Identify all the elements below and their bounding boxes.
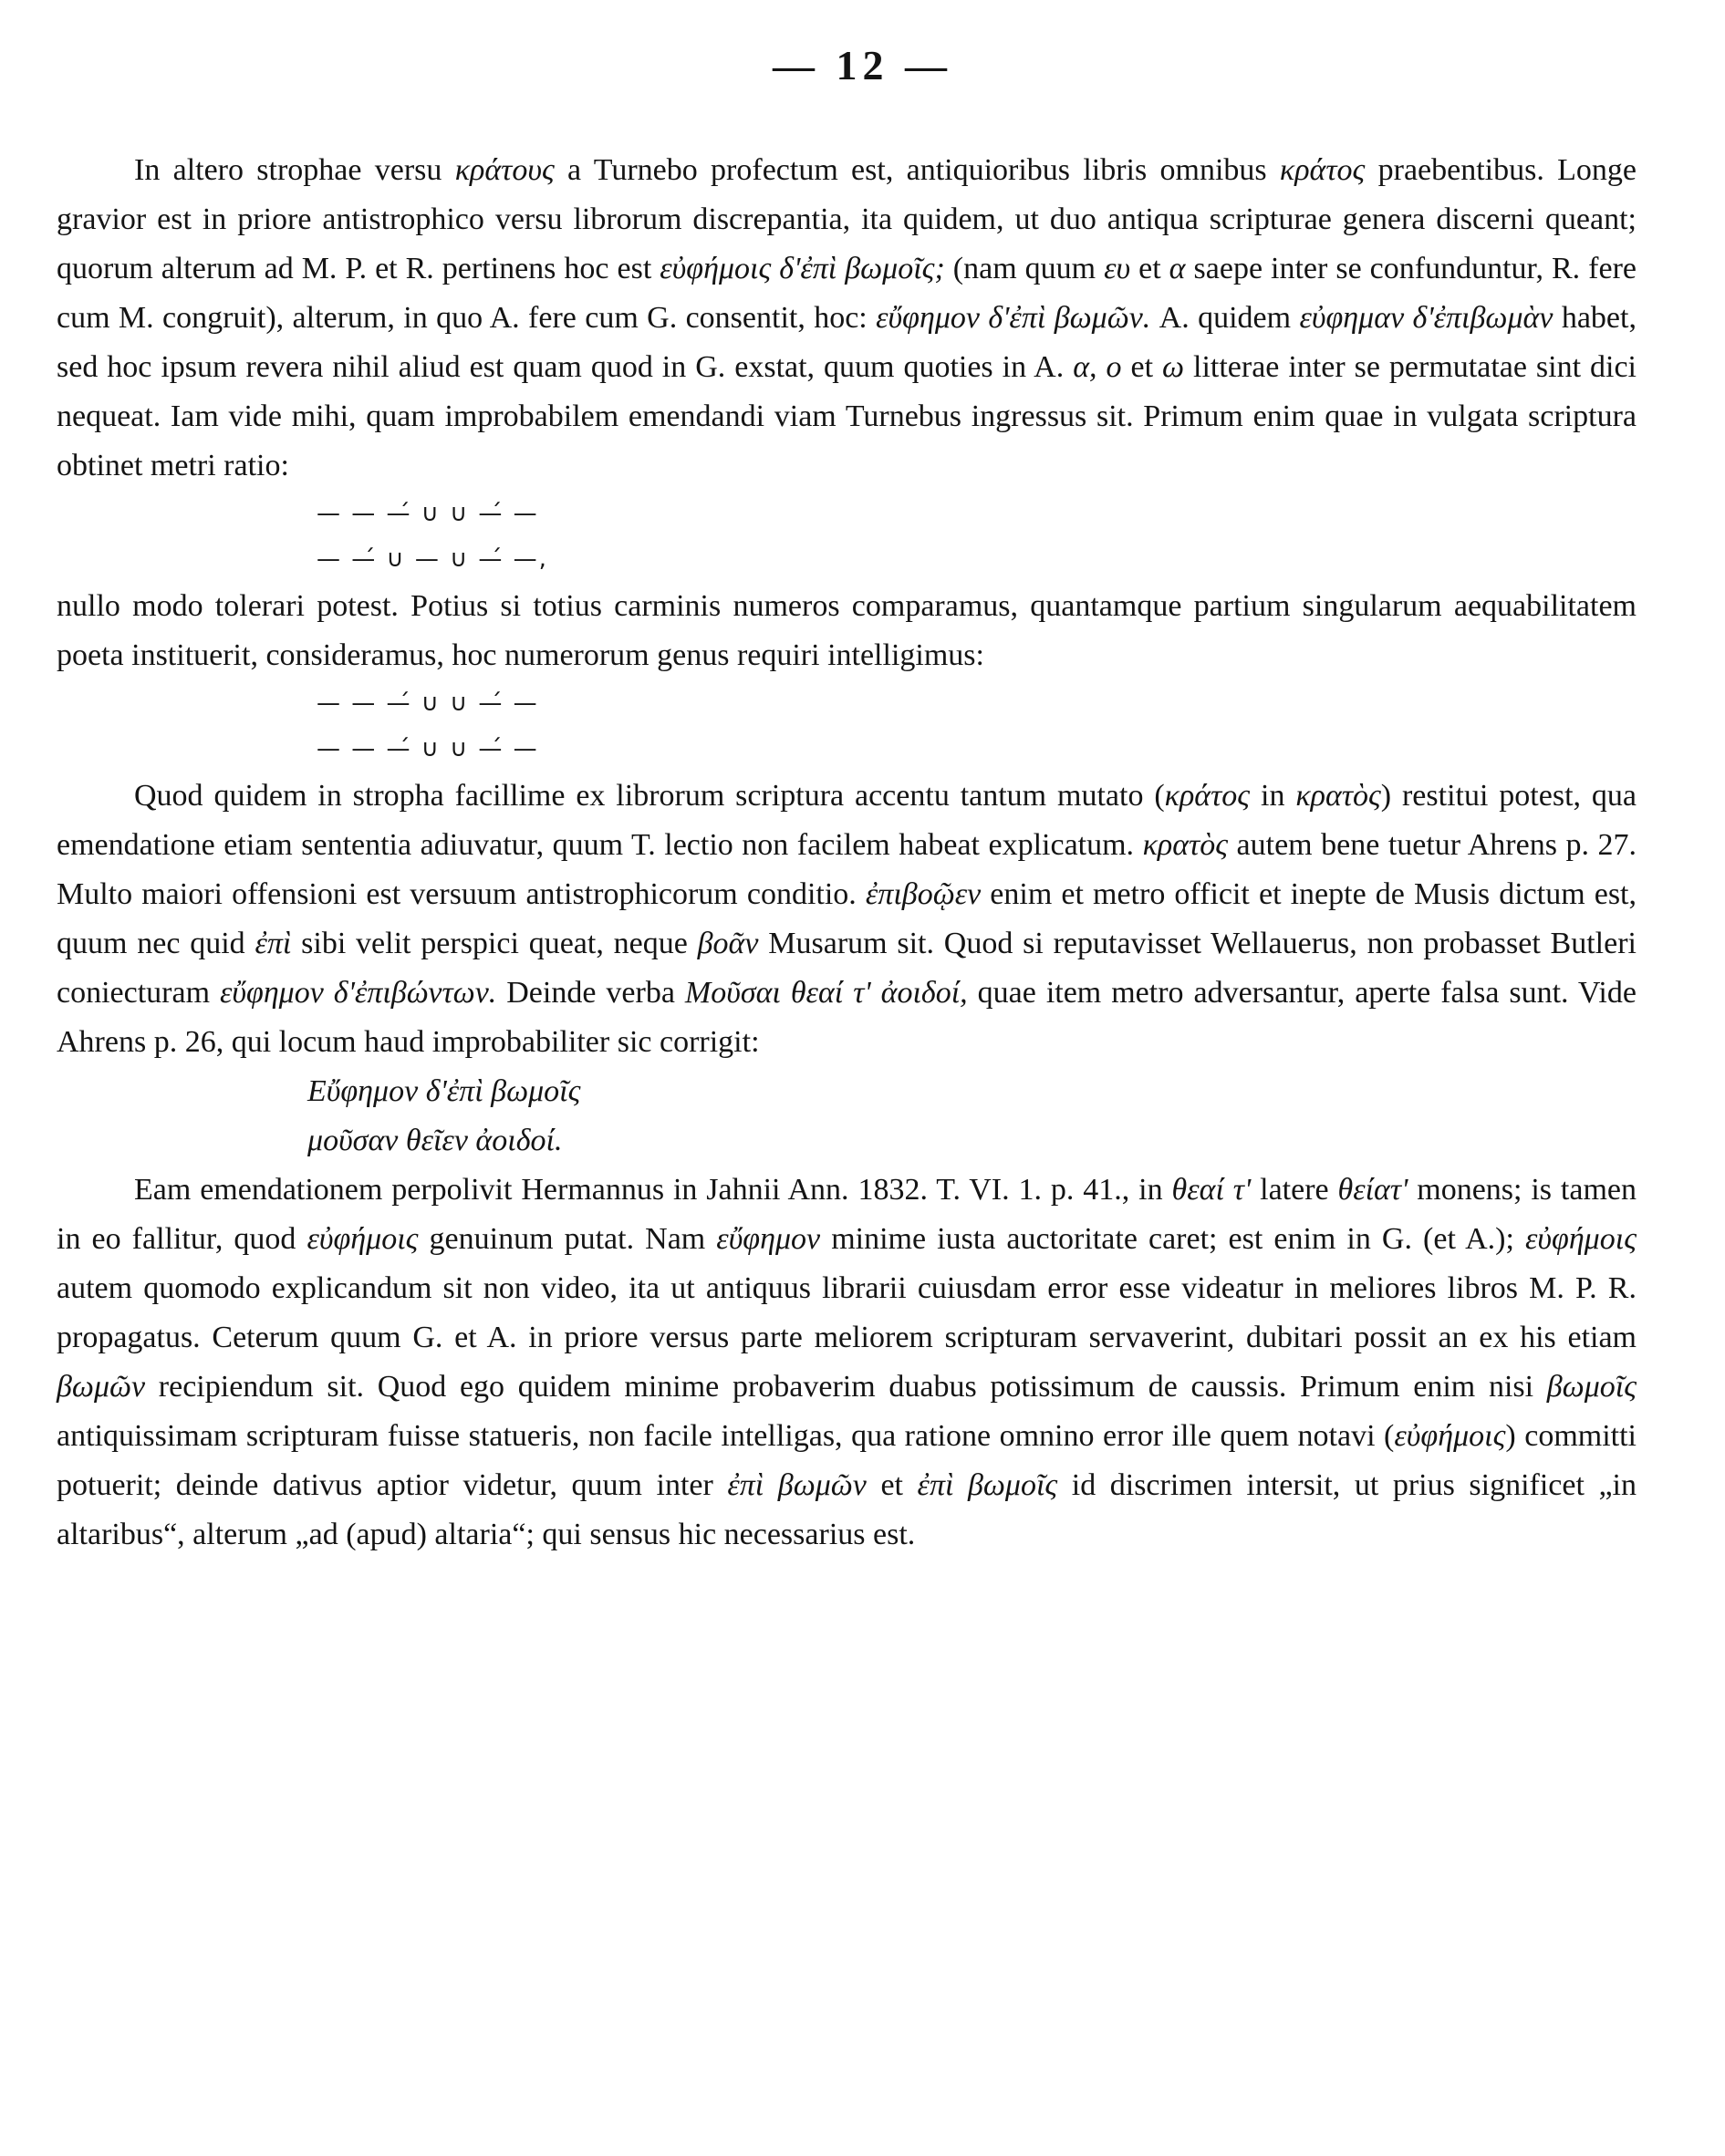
text-run: et — [1130, 252, 1169, 285]
greek-word: κράτους — [454, 153, 555, 187]
greek-word: εὐφήμοις — [1394, 1419, 1506, 1453]
greek-word: εὔφημον δ'ἐπὶ βωμῶν. — [876, 301, 1151, 335]
greek-word: εὐφημαν δ'ἐπιβωμὰν — [1299, 301, 1554, 335]
text-run: Eam emendationem perpolivit Hermannus in Jahnii Ann. 1832. T. VI. 1. p. 41., in — [134, 1173, 1172, 1207]
greek-word: εὐφήμοις δ'ἐπὶ βωμοῖς; — [660, 252, 945, 285]
text-run: ) restitui potest, qua emendatione etiam sententia adiuvatur, quum T. lectio non facilem habeat explicatum. — [57, 779, 1637, 862]
text-run: enim et metro officit et inepte de Musis dictum est, quum nec quid — [57, 877, 1637, 960]
greek-word: α, ο — [1073, 350, 1122, 384]
text-run: et — [1121, 350, 1163, 384]
text-run: autem bene tuetur Ahrens p. 27. Multo maiori offensioni est versuum antistrophicorum conditio. — [57, 828, 1637, 911]
greek-word: Μοῦσαι θεαί τ' ἀοιδοί, — [684, 976, 968, 1010]
greek-word: ἐπὶ — [255, 927, 292, 960]
text-run: in — [1250, 779, 1296, 813]
greek-word: ευ — [1104, 252, 1131, 285]
text-run: recipiendum sit. Quod ego quidem minime probaverim duabus potissimum de caussis. Primum enim nisi — [145, 1370, 1547, 1404]
text-run: id discrimen intersit, ut prius significet „in altaribus“, alterum „ad (apud) altaria“; qui sensus hic necessarius est. — [57, 1468, 1637, 1551]
greek-word: α — [1169, 252, 1186, 285]
paragraph-2: nullo modo tolerari potest. Potius si totius carminis numeros comparamus, quantamque partium singularum aequabilitatem poeta instituerit, consideramus, hoc numerorum genus requiri intelligimus: — [57, 589, 1637, 672]
paragraph-1 — [57, 146, 1637, 491]
meter-line: — — —́ ∪ ∪ —́ — — [317, 500, 539, 527]
greek-word: ω — [1162, 350, 1185, 384]
text-run: saepe inter se confunduntur, R. fere cum M. congruit), alterum, in quo A. fere cum G. consentit, hoc: — [57, 252, 1637, 335]
greek-word: κρατὸς — [1295, 779, 1381, 813]
body-text — [57, 146, 1637, 1560]
greek-word: βωμῶν — [57, 1370, 146, 1404]
text-run: monens; is tamen in eo fallitur, quod — [57, 1173, 1637, 1256]
paragraph-3 — [57, 772, 1637, 1067]
text-run: litterae inter se permutatae sint dici nequeat. Iam vide mihi, quam improbabilem emendandi viam Turnebus ingressus sit. Primum enim quae in vulgata scriptura obtinet metri ratio: — [57, 350, 1637, 482]
paragraph-4 — [57, 1166, 1637, 1560]
text-run: Musarum sit. Quod si reputavisset Wellauerus, non probasset Butleri coniecturam — [57, 927, 1637, 1010]
text-run: praebentibus. Longe gravior est in priore antistrophico versu librorum discrepantia, ita quidem, ut duo antiqua scripturae genera discerni queant; quorum alterum ad M. P. et R. pertinens hoc est — [57, 153, 1637, 285]
text-run: genuinum putat. Nam — [418, 1222, 717, 1256]
text-run: ) committi potuerit; deinde dativus aptior videtur, quum inter — [57, 1419, 1637, 1502]
greek-word: κράτος — [1164, 779, 1251, 813]
greek-word: κράτος — [1279, 153, 1366, 187]
greek-verse-quote — [307, 1067, 1637, 1166]
text-run: Quod quidem in stropha facillime ex librorum scriptura accentu tantum mutato ( — [134, 779, 1165, 813]
greek-word: ἐπὶ βωμῶν — [727, 1468, 867, 1502]
text-run: sibi velit perspici queat, neque — [291, 927, 698, 960]
text-run: minime iusta auctoritate caret; est enim in G. (et A.); — [820, 1222, 1525, 1256]
meter-scheme-1 — [317, 491, 1637, 582]
text-run: autem quomodo explicandum sit non video, ita ut antiquus librarii cuiusdam error esse videatur in meliores libros M. P. R. propagatus. Ceterum quum G. et A. in priore versus parte meliorem scripturam servaverint, dubitari possit an ex his etiam — [57, 1271, 1637, 1354]
text-run: A. quidem — [1150, 301, 1300, 335]
meter-line: — —́ ∪ — ∪ —́ —, — [317, 545, 548, 573]
greek-word: βωμοῖς — [1546, 1370, 1637, 1404]
greek-word: κρατὸς — [1142, 828, 1229, 862]
text-run: (nam quum — [944, 252, 1105, 285]
greek-word: ἐπὶ βωμοῖς — [917, 1468, 1058, 1502]
text-run: quae item metro adversantur, aperte falsa sunt. Vide Ahrens p. 26, qui locum haud improbabiliter sic corrigit: — [57, 976, 1637, 1059]
greek-word: εὔφημον δ'ἐπιβώντων. — [220, 976, 497, 1010]
text-run: latere — [1251, 1173, 1338, 1207]
text-run: habet, sed hoc ipsum revera nihil aliud est quam quod in G. exstat, quum quoties in A. — [57, 301, 1637, 384]
greek-word: βοᾶν — [697, 927, 759, 960]
greek-word: εὐφήμοις — [1525, 1222, 1637, 1256]
greek-word: θεαί τ' — [1171, 1173, 1252, 1207]
greek-word: εὐφήμοις — [307, 1222, 419, 1256]
greek-verse-line: Εὔφημον δ'ἐπὶ βωμοῖς — [307, 1074, 581, 1108]
text-run: a Turnebo profectum est, antiquioribus libris omnibus — [554, 153, 1280, 187]
greek-verse-line: μοῦσαν θεῖεν ἀοιδοί. — [307, 1124, 563, 1157]
greek-word: ἐπιβοῷεν — [865, 877, 982, 911]
text-run: Deinde verba — [496, 976, 685, 1010]
page-number: — 12 — — [773, 42, 952, 88]
greek-word: θείατ' — [1337, 1173, 1408, 1207]
meter-line: — — —́ ∪ ∪ —́ — — [317, 735, 539, 762]
meter-scheme-2 — [317, 680, 1637, 772]
text-run: et — [866, 1468, 918, 1502]
text-run: antiquissimam scripturam fuisse statueris, non facile intelligas, qua ratione omnino error ille quem notavi ( — [57, 1419, 1395, 1453]
text-run: In altero strophae versu — [134, 153, 455, 187]
greek-word: εὔφημον — [716, 1222, 821, 1256]
meter-line: — — —́ ∪ ∪ —́ — — [317, 689, 539, 717]
